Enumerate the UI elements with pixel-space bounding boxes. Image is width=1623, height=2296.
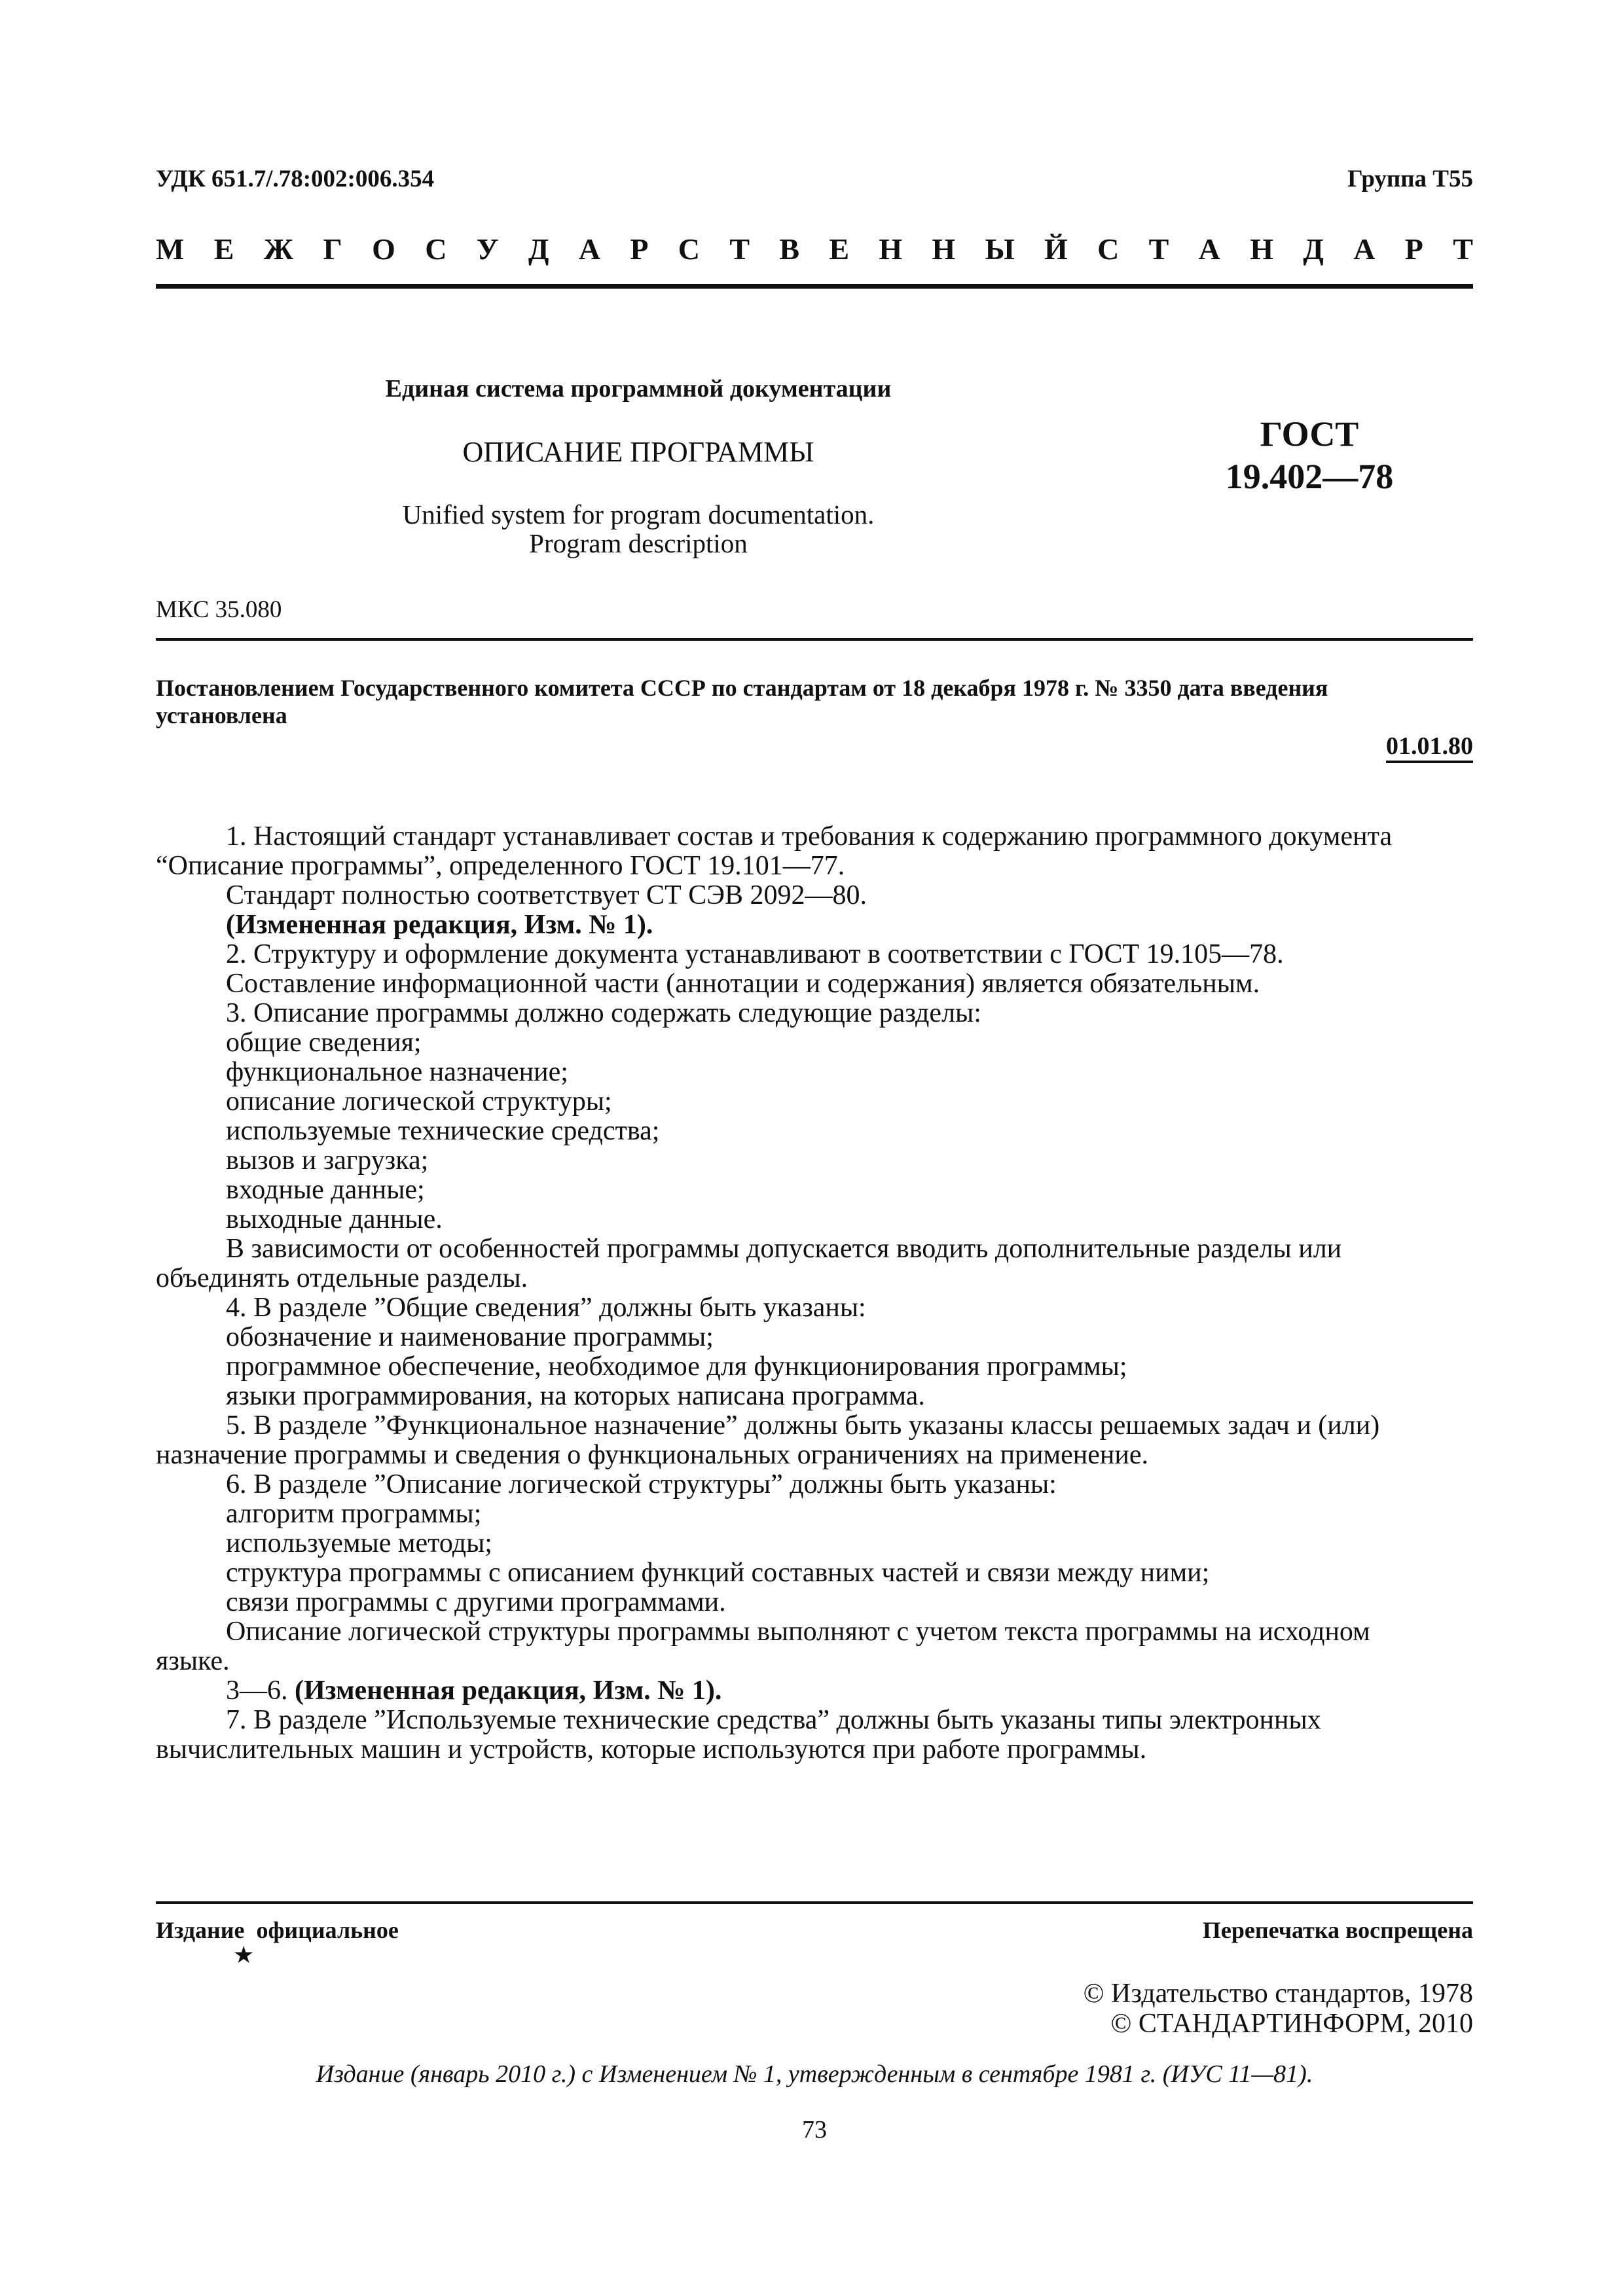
paragraph-1c: Стандарт полностью соответствует СТ СЭВ 2092—80.	[226, 880, 867, 910]
list-item: общие сведения;	[226, 1028, 422, 1058]
heading-letter: С	[1097, 232, 1120, 266]
footer-rule	[156, 1901, 1473, 1904]
paragraph-6b-line-2: языке.	[156, 1646, 230, 1676]
heading-letter: М	[156, 232, 185, 266]
heading-letter: Ж	[263, 232, 294, 266]
paragraph-2a: 2. Структуру и оформление документа устанавливают в соответствии с ГОСТ 19.105—78.	[226, 939, 1284, 969]
list-item: описание логической структуры;	[226, 1086, 612, 1117]
paragraph-6b-line-1: Описание логической структуры программы выполняют с учетом текста программы на исходном	[226, 1617, 1370, 1647]
heading-letter: А	[1198, 232, 1220, 266]
page-number: 73	[802, 2116, 827, 2144]
heading-letter: Н	[932, 232, 956, 266]
gost-number: 19.402—78	[1225, 457, 1394, 496]
paragraph-1b: “Описание программы”, определенного ГОСТ 19.101—77.	[156, 851, 845, 881]
amendment-range: 3—6.	[226, 1676, 295, 1706]
system-title: Единая система программной документации	[385, 375, 892, 403]
heading-letter: А	[578, 232, 601, 266]
title-rule	[156, 638, 1473, 641]
english-title-line-2: Program description	[529, 528, 748, 558]
amendment-text: (Измененная редакция, Изм. № 1).	[295, 1676, 722, 1706]
heading-letter: С	[678, 232, 701, 266]
introduction-date: 01.01.80	[1386, 732, 1473, 760]
decree-line-1: Постановлением Государственного комитета СССР по стандартам от 18 декабря 1978 г. № 3350 дата введения	[156, 675, 1328, 701]
paragraph-3: 3. Описание программы должно содержать следующие разделы:	[226, 998, 981, 1028]
heading-letter: Т	[729, 232, 750, 266]
document-title: ОПИСАНИЕ ПРОГРАММЫ	[462, 436, 814, 468]
list-item: используемые методы;	[226, 1528, 492, 1558]
star-mark: ★	[233, 1942, 255, 1968]
list-item: структура программы с описанием функций составных частей и связи между ними;	[226, 1558, 1210, 1588]
heading-letter: Д	[528, 232, 549, 266]
heading-letter: Р	[630, 232, 649, 266]
list-item: алгоритм программы;	[226, 1499, 482, 1529]
heading-letter: В	[779, 232, 800, 266]
copyright-1978: © Издательство стандартов, 1978	[1083, 1979, 1473, 2009]
english-title-line-1: Unified system for program documentation.	[402, 499, 875, 529]
paragraph-6: 6. В разделе ”Описание логической структуры” должны быть указаны:	[226, 1469, 1057, 1499]
heading-letter: О	[372, 232, 395, 266]
list-item: языки программирования, на которых написана программа.	[226, 1381, 925, 1411]
paragraph-5-line-2: назначение программы и сведения о функциональных ограничениях на применение.	[156, 1440, 1148, 1470]
heading-letter: Т	[1453, 232, 1473, 266]
paragraph-3b-line-1: В зависимости от особенностей программы допускается вводить дополнительные разделы или	[226, 1234, 1342, 1264]
paragraph-5-line-1: 5. В разделе ”Функциональное назначение” должны быть указаны классы решаемых задач и (или)	[226, 1410, 1380, 1441]
paragraph-7-line-2: вычислительных машин и устройств, которые используются при работе программы.	[156, 1734, 1147, 1765]
mks-code: МКС 35.080	[156, 596, 282, 623]
heading-letter: Е	[213, 232, 234, 266]
decree-line-2: установлена	[156, 702, 287, 728]
paragraph-7-line-1: 7. В разделе ”Используемые технические средства” должны быть указаны типы электронных	[226, 1705, 1321, 1735]
heading-letter: Т	[1148, 232, 1169, 266]
official-edition-label: Издание официальное	[156, 1917, 399, 1943]
heading-letter: Д	[1303, 232, 1324, 266]
amendment-note-2	[156, 1676, 1473, 1706]
header-rule	[156, 284, 1473, 289]
copyright-2010: © СТАНДАРТИНФОРМ, 2010	[1110, 2009, 1473, 2039]
udk-code: УДК 651.7/.78:002:006.354	[156, 166, 435, 192]
paragraph-2b: Составление информационной части (аннотации и содержания) является обязательным.	[226, 969, 1260, 999]
group-code: Группа Т55	[1347, 166, 1473, 192]
heading-letter: Е	[829, 232, 850, 266]
list-item: связи программы с другими программами.	[226, 1587, 726, 1617]
heading-letter: С	[425, 232, 447, 266]
heading-letter: Н	[1250, 232, 1273, 266]
heading-letter: Р	[1404, 232, 1423, 266]
heading-letter: Г	[323, 232, 342, 266]
list-item: программное обеспечение, необходимое для функционирования программы;	[226, 1352, 1127, 1382]
paragraph-3b-line-2: объединять отдельные разделы.	[156, 1263, 528, 1293]
reprint-forbidden-label: Перепечатка воспрещена	[1202, 1917, 1473, 1943]
paragraph-1a: 1. Настоящий стандарт устанавливает состав и требования к содержанию программного документа	[226, 821, 1393, 852]
list-item: используемые технические средства;	[226, 1116, 660, 1146]
interstate-standard-heading	[156, 232, 1473, 266]
heading-letter: Н	[879, 232, 903, 266]
standard-body	[156, 822, 1473, 1765]
list-item: вызов и загрузка;	[226, 1145, 429, 1175]
heading-letter: Ы	[985, 232, 1015, 266]
heading-letter: Й	[1044, 232, 1068, 266]
amendment-note-1: (Измененная редакция, Изм. № 1).	[226, 910, 653, 940]
list-item: обозначение и наименование программы;	[226, 1322, 714, 1352]
list-item: входные данные;	[226, 1175, 425, 1205]
heading-letter: А	[1353, 232, 1376, 266]
gost-label: ГОСТ	[1260, 414, 1359, 454]
list-item: функциональное назначение;	[226, 1057, 568, 1087]
edition-note: Издание (январь 2010 г.) с Изменением № 1, утвержденным в сентябре 1981 г. (ИУС 11—81).	[316, 2060, 1313, 2088]
paragraph-4: 4. В разделе ”Общие сведения” должны быть указаны:	[226, 1293, 866, 1323]
list-item: выходные данные.	[226, 1204, 443, 1234]
heading-letter: У	[476, 232, 499, 266]
